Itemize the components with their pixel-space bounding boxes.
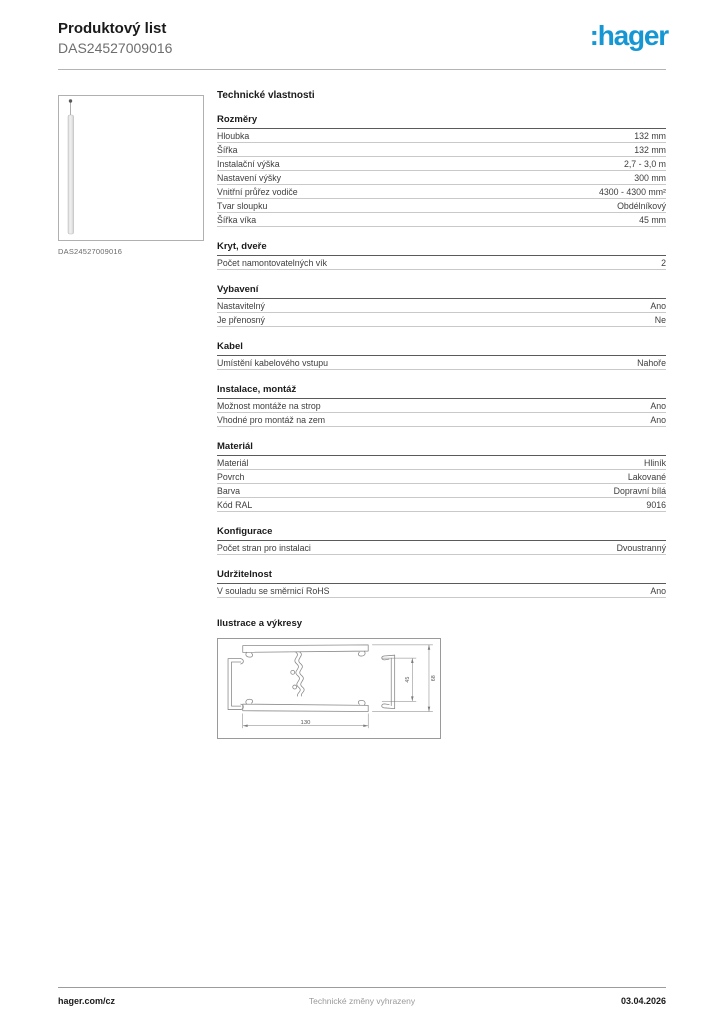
spec-section: [217, 112, 666, 227]
document-header: [58, 20, 172, 56]
spec-row: [217, 143, 666, 157]
spec-label: Šířka: [217, 144, 238, 155]
page-title: Produktový list: [58, 20, 167, 37]
spec-section-title: Kabel: [217, 327, 666, 356]
spec-value: Ano: [650, 300, 666, 311]
spec-row: [217, 498, 666, 512]
spec-section-title: Rozměry: [217, 112, 666, 129]
spec-section: [217, 227, 666, 270]
spec-row: [217, 399, 666, 413]
specs-heading: Technické vlastnosti: [217, 90, 315, 101]
product-pole-illustration: [59, 96, 203, 240]
spec-section: [217, 555, 666, 598]
dim-label-width: 130: [300, 719, 311, 726]
spec-sections: [217, 112, 666, 598]
footer-website-link[interactable]: hager.com/cz: [58, 996, 116, 1006]
product-image-caption: DAS24527009016: [58, 247, 123, 256]
technical-drawing: [217, 638, 441, 739]
spec-value: 45 mm: [639, 214, 666, 225]
hager-logo: :hager: [589, 20, 668, 51]
spec-row: [217, 484, 666, 498]
profile-cross-section-drawing: [218, 639, 440, 738]
spec-row: [217, 584, 666, 598]
spec-section-title: Kryt, dveře: [217, 227, 666, 256]
spec-value: 9016: [646, 499, 666, 510]
spec-section-title: Materiál: [217, 427, 666, 456]
spec-label: Počet namontovatelných vík: [217, 257, 328, 268]
spec-row: [217, 256, 666, 270]
spec-label: Povrch: [217, 471, 245, 482]
spec-label: V souladu se směrnicí RoHS: [217, 585, 330, 596]
spec-label: Tvar sloupku: [217, 200, 268, 211]
spec-section: [217, 427, 666, 512]
product-image-column: [58, 95, 204, 256]
spec-label: Nastavení výšky: [217, 172, 282, 183]
spec-value: 4300 - 4300 mm²: [599, 186, 666, 197]
spec-label: Vhodné pro montáž na zem: [217, 414, 326, 425]
spec-value: Dvoustranný: [616, 542, 666, 553]
illustrations-heading: Ilustrace a výkresy: [217, 618, 303, 629]
spec-value: 2: [661, 257, 666, 268]
dim-label-inner-height: 45: [404, 676, 411, 683]
spec-row: [217, 129, 666, 143]
spec-row: [217, 213, 666, 227]
spec-row: [217, 199, 666, 213]
technical-properties: [217, 90, 666, 739]
spec-section: [217, 270, 666, 327]
spec-row: [217, 470, 666, 484]
spec-row: [217, 313, 666, 327]
spec-value: Lakované: [627, 471, 666, 482]
spec-label: Nastavitelný: [217, 300, 265, 311]
spec-label: Hloubka: [217, 130, 250, 141]
spec-label: Barva: [217, 485, 240, 496]
spec-row: [217, 157, 666, 171]
spec-value: Nahoře: [637, 357, 666, 368]
spec-label: Počet stran pro instalaci: [217, 542, 311, 553]
spec-label: Je přenosný: [217, 314, 265, 325]
spec-label: Možnost montáže na strop: [217, 400, 321, 411]
spec-value: Obdélníkový: [617, 200, 666, 211]
spec-row: [217, 299, 666, 313]
spec-row: [217, 185, 666, 199]
spec-row: [217, 171, 666, 185]
spec-section: [217, 327, 666, 370]
spec-value: Ano: [650, 414, 666, 425]
spec-value: Ano: [650, 400, 666, 411]
spec-value: Dopravní bílá: [613, 485, 666, 496]
spec-label: Materiál: [217, 457, 249, 468]
spec-label: Vnitřní průřez vodiče: [217, 186, 298, 197]
spec-section-title: Vybavení: [217, 270, 666, 299]
spec-section: [217, 370, 666, 427]
spec-label: Instalační výška: [217, 158, 280, 169]
spec-label: Šířka víka: [217, 214, 257, 225]
spec-value: 132 mm: [634, 144, 666, 155]
header-divider: [58, 69, 666, 70]
spec-section-title: Udržitelnost: [217, 555, 666, 584]
dim-label-outer-height: 68: [430, 675, 437, 682]
spec-row: [217, 541, 666, 555]
spec-value: Ne: [654, 314, 666, 325]
spec-value: 300 mm: [634, 172, 666, 183]
spec-row: [217, 413, 666, 427]
spec-section: [217, 512, 666, 555]
spec-section-title: Instalace, montáž: [217, 370, 666, 399]
spec-row: [217, 356, 666, 370]
product-reference: DAS24527009016: [58, 39, 173, 56]
spec-value: Ano: [650, 585, 666, 596]
spec-label: Kód RAL: [217, 499, 253, 510]
spec-value: 2,7 - 3,0 m: [623, 158, 666, 169]
spec-label: Umístění kabelového vstupu: [217, 357, 329, 368]
product-image: [58, 95, 204, 241]
spec-section-title: Konfigurace: [217, 512, 666, 541]
footer-date: 03.04.2026: [620, 996, 666, 1006]
spec-value: Hliník: [644, 457, 666, 468]
spec-row: [217, 456, 666, 470]
footer-notice: Technické změny vyhrazeny: [308, 996, 416, 1006]
spec-value: 132 mm: [634, 130, 666, 141]
document-footer: [58, 987, 666, 1006]
